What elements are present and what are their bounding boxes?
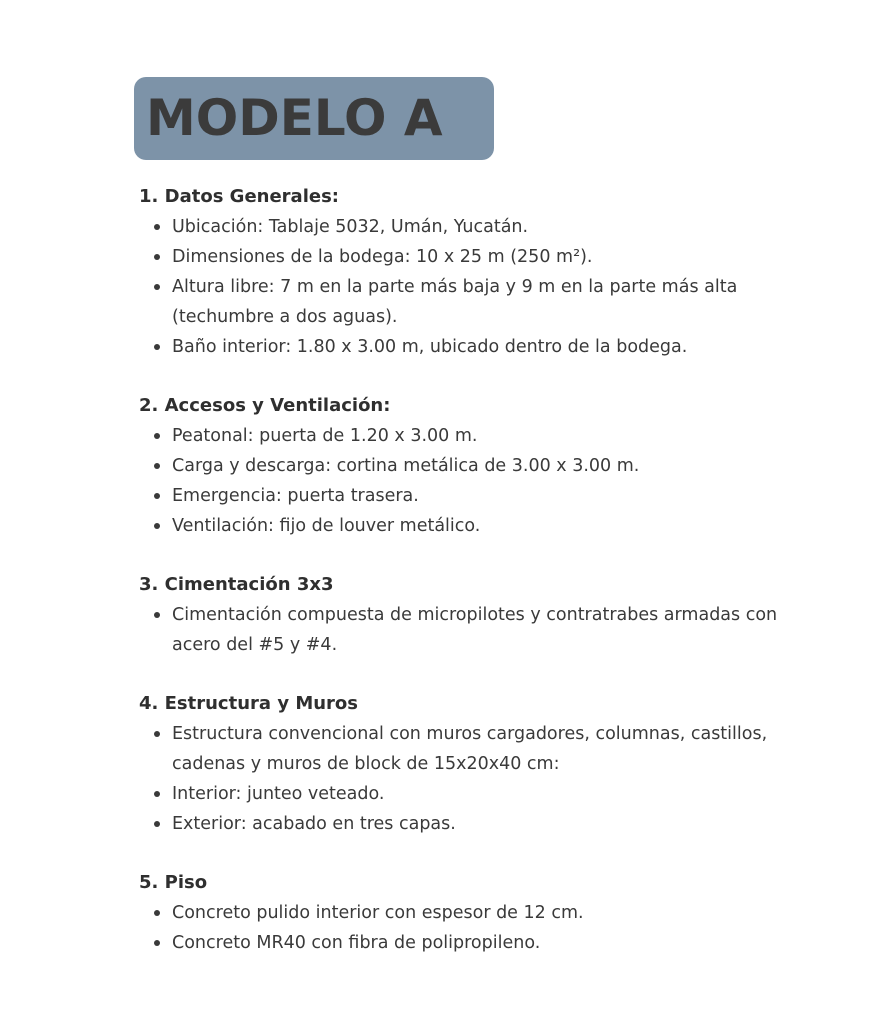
list-item-text: Interior: junteo veteado. xyxy=(172,784,385,804)
list-item-text: Baño interior: 1.80 x 3.00 m, ubicado dentro de la bodega. xyxy=(172,337,688,357)
list-item xyxy=(139,898,779,928)
bullet-icon xyxy=(154,493,160,499)
list-item xyxy=(139,421,779,451)
list-item xyxy=(139,272,779,332)
bullet-icon xyxy=(154,731,160,737)
list-item-text: Emergencia: puerta trasera. xyxy=(172,486,419,506)
title-banner xyxy=(134,77,494,160)
section-list xyxy=(139,212,779,362)
section-heading: 1. Datos Generales: xyxy=(139,186,339,207)
bullet-icon xyxy=(154,254,160,260)
list-item-text: Cimentación compuesta de micropilotes y contratrabes armadas con acero del #5 y #4. xyxy=(172,605,778,655)
list-item xyxy=(139,511,779,541)
section-heading: 3. Cimentación 3x3 xyxy=(139,574,334,595)
list-item xyxy=(139,928,779,958)
list-item xyxy=(139,242,779,272)
bullet-icon xyxy=(154,463,160,469)
bullet-icon xyxy=(154,344,160,350)
list-item xyxy=(139,779,779,809)
bullet-icon xyxy=(154,433,160,439)
section-estructura-muros xyxy=(139,689,779,839)
bullet-icon xyxy=(154,284,160,290)
bullet-icon xyxy=(154,791,160,797)
list-item-text: Carga y descarga: cortina metálica de 3.00 x 3.00 m. xyxy=(172,456,640,476)
section-list xyxy=(139,719,779,839)
list-item-text: Concreto MR40 con fibra de polipropileno. xyxy=(172,933,541,953)
list-item-text: Altura libre: 7 m en la parte más baja y 9 m en la parte más alta (techumbre a dos aguas). xyxy=(172,277,738,327)
list-item-text: Concreto pulido interior con espesor de 12 cm. xyxy=(172,903,584,923)
bullet-icon xyxy=(154,910,160,916)
list-item xyxy=(139,481,779,511)
list-item xyxy=(139,451,779,481)
section-piso xyxy=(139,868,779,958)
list-item-text: Ubicación: Tablaje 5032, Umán, Yucatán. xyxy=(172,217,529,237)
bullet-icon xyxy=(154,940,160,946)
section-cimentacion xyxy=(139,570,779,660)
list-item-text: Dimensiones de la bodega: 10 x 25 m (250 m²). xyxy=(172,247,593,267)
section-heading: 2. Accesos y Ventilación: xyxy=(139,395,391,416)
list-item-text: Peatonal: puerta de 1.20 x 3.00 m. xyxy=(172,426,478,446)
section-heading: 4. Estructura y Muros xyxy=(139,693,358,714)
bullet-icon xyxy=(154,523,160,529)
list-item xyxy=(139,212,779,242)
list-item-text: Exterior: acabado en tres capas. xyxy=(172,814,456,834)
list-item xyxy=(139,332,779,362)
list-item xyxy=(139,809,779,839)
section-accesos-ventilacion xyxy=(139,391,779,541)
bullet-icon xyxy=(154,821,160,827)
section-list xyxy=(139,421,779,541)
section-datos-generales xyxy=(139,182,779,362)
spec-content xyxy=(139,182,779,987)
list-item xyxy=(139,719,779,779)
section-list xyxy=(139,600,779,660)
bullet-icon xyxy=(154,612,160,618)
list-item xyxy=(139,600,779,660)
list-item-text: Estructura convencional con muros cargadores, columnas, castillos, cadenas y muros de block de 15x20x40 cm: xyxy=(172,724,768,774)
page-title: MODELO A xyxy=(146,89,443,147)
section-list xyxy=(139,898,779,958)
bullet-icon xyxy=(154,224,160,230)
section-heading: 5. Piso xyxy=(139,872,208,893)
list-item-text: Ventilación: fijo de louver metálico. xyxy=(172,516,481,536)
